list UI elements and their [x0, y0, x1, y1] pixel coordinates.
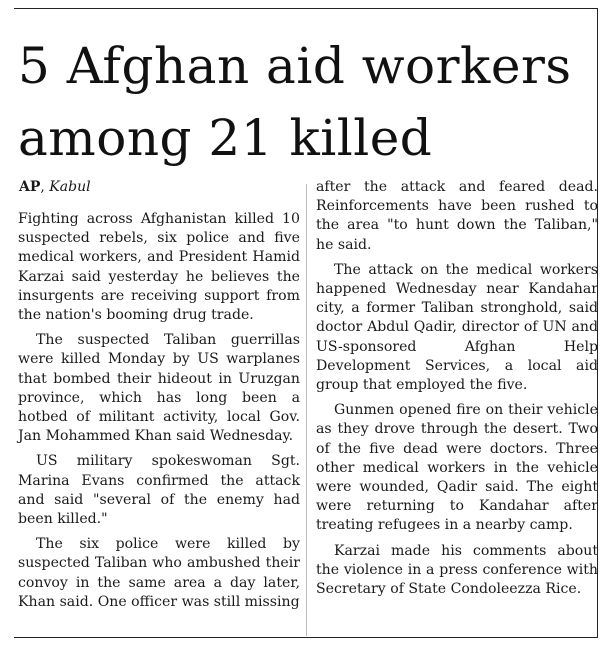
paragraph: The suspected Taliban guerrillas were killed Monday by US warplanes that bombed their hideout in Uruzgan province, which has long been a hotbed of militant activity, local Gov. Jan Mohammed Khan said Wednesday. — [18, 332, 300, 445]
paragraph: Karzai made his comments about the violence in a press conference with Secretary of State Condoleezza Rice. — [316, 542, 598, 598]
top-rule — [14, 8, 598, 9]
paragraph: The attack on the medical workers happened Wednesday near Kandahar city, a former Taliban stronghold, said doctor Abdul Qadir, director of UN and US-sponsored Afghan Help Development Services, a local aid group that employed the five. — [316, 261, 598, 394]
right-column — [316, 178, 598, 605]
paragraph: Gunmen opened fire on their vehicle as they drove through the desert. Two of the five dead were doctors. Three other medical workers in the vehicle were wounded, Qadir said. The eight were returning to Kandahar after treating refugees in a nearby camp. — [316, 402, 598, 534]
column-divider — [306, 184, 307, 636]
article-headline: 5 Afghan aid workers among 21 killed — [18, 37, 572, 167]
byline — [19, 178, 91, 196]
left-column — [18, 210, 300, 618]
paragraph: The six police were killed by suspected Taliban who ambushed their convoy in the same area a day later, Khan said. One officer was still missing — [18, 536, 300, 610]
bottom-rule — [14, 637, 598, 638]
byline-place: Kabul — [49, 179, 91, 195]
paragraph: Fighting across Afghanistan killed 10 suspected rebels, six police and five medical workers, and President Hamid Karzai said yesterday he believes the insurgents are receiving support from the nation's booming drug trade. — [18, 211, 300, 324]
paragraph: US military spokeswoman Sgt. Marina Evans confirmed the attack and said "several of the enemy had been killed." — [18, 453, 300, 528]
byline-separator: , — [40, 179, 50, 195]
paragraph-continued: after the attack and feared dead. Reinforcements have been rushed to the area "to hunt down the Taliban," he said. — [316, 179, 598, 253]
byline-agency: AP — [19, 179, 41, 195]
